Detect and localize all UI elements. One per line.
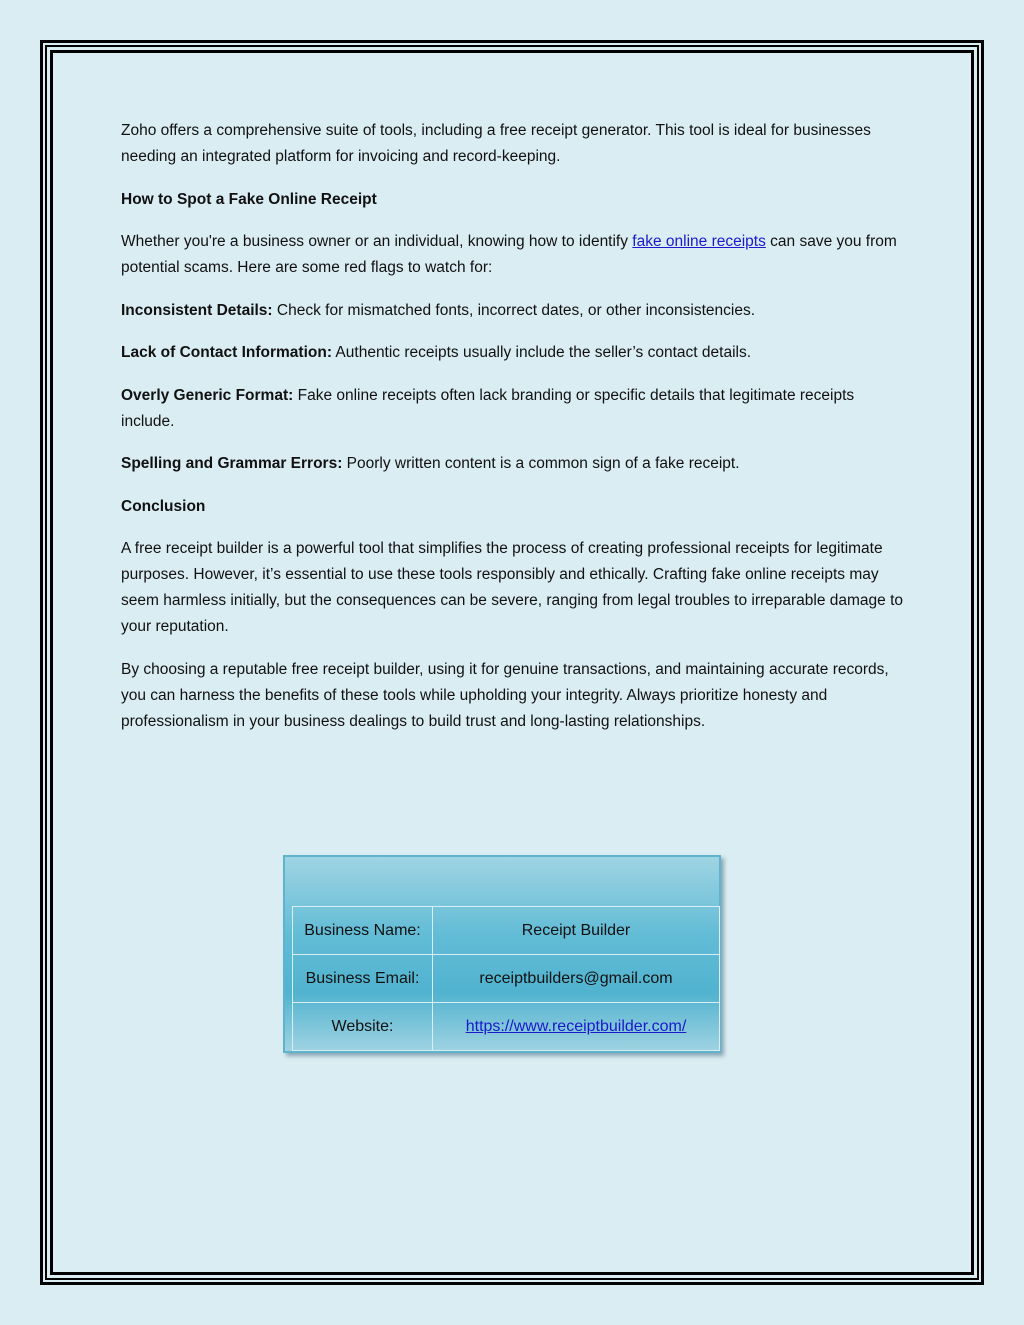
flag-label: Overly Generic Format: bbox=[121, 386, 294, 404]
flag-paragraph bbox=[121, 451, 911, 477]
flag-paragraph bbox=[121, 383, 911, 435]
business-email-value: receiptbuilders@gmail.com bbox=[433, 955, 720, 1003]
table-row bbox=[293, 1003, 720, 1051]
business-name-label: Business Name: bbox=[293, 907, 433, 955]
flag-text: Fake online receipts often lack branding or specific details that legitimate receipts include. bbox=[121, 386, 855, 430]
business-email-label: Business Email: bbox=[293, 955, 433, 1003]
flag-label: Spelling and Grammar Errors: bbox=[121, 455, 343, 472]
flag-text: Check for mismatched fonts, incorrect dates, or other inconsistencies. bbox=[272, 301, 756, 319]
table-row bbox=[293, 907, 720, 955]
flag-text: Poorly written content is a common sign of a fake receipt. bbox=[342, 455, 740, 472]
spot-text-before: Whether you're a business owner or an individual, knowing how to identify bbox=[121, 233, 633, 250]
flag-paragraph bbox=[121, 298, 911, 324]
flag-text: Authentic receipts usually include the seller’s contact details. bbox=[331, 344, 752, 361]
website-cell bbox=[433, 1003, 720, 1051]
flag-label: Lack of Contact Information: bbox=[121, 344, 332, 361]
document-body bbox=[121, 118, 911, 751]
conclusion-paragraph-1: A free receipt builder is a powerful tool that simplifies the process of creating professional receipts for legitimate purposes. However, it’s essential to use these tools responsibly and ethically. Crafting fake online receipts may seem harmless initially, but the consequences can be severe, ranging from legal troubles to irreparable damage to your reputation. bbox=[121, 540, 904, 635]
business-name-value: Receipt Builder bbox=[433, 907, 720, 955]
spot-paragraph bbox=[121, 229, 911, 281]
section-heading-conclusion: Conclusion bbox=[121, 497, 206, 515]
table-row bbox=[293, 955, 720, 1003]
flag-label: Inconsistent Details: bbox=[121, 301, 273, 319]
fake-online-receipts-link[interactable]: fake online receipts bbox=[632, 233, 766, 250]
section-heading-spot-fake: How to Spot a Fake Online Receipt bbox=[121, 190, 377, 208]
website-link[interactable]: https://www.receiptbuilder.com/ bbox=[465, 1017, 687, 1035]
website-label: Website: bbox=[293, 1003, 433, 1051]
intro-paragraph: Zoho offers a comprehensive suite of tools, including a free receipt generator. This tool is ideal for businesses needing an integrated platform for invoicing and record-keeping. bbox=[121, 122, 871, 165]
business-info-table bbox=[292, 906, 720, 1051]
conclusion-paragraph-2: By choosing a reputable free receipt builder, using it for genuine transactions, and maintaining accurate records, you can harness the benefits of these tools while upholding your integrity. Always prioritize honesty and professionalism in your business dealings to build trust and long-lasting relationships. bbox=[121, 660, 889, 730]
flag-paragraph bbox=[121, 340, 911, 366]
spot-text-after: can save you from potential scams. Here are some red flags to watch for: bbox=[121, 233, 897, 276]
